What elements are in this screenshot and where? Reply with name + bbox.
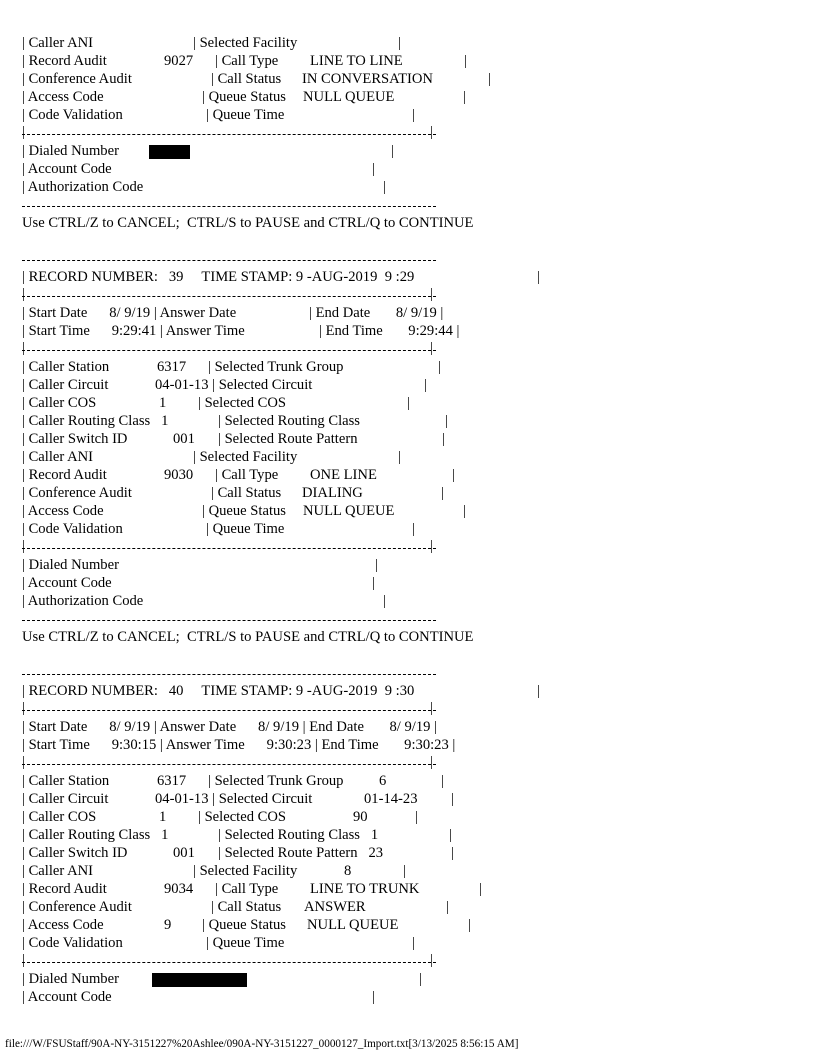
label-caller-routing-class: | Caller Routing Class 1 — [22, 413, 169, 429]
divider — [22, 952, 802, 970]
row-end-pipe: | — [412, 107, 415, 123]
label-code-validation: | Code Validation — [22, 935, 123, 951]
row-caller-station — [22, 358, 802, 376]
row-end-pipe: | — [451, 791, 454, 807]
label-authorization-code: | Authorization Code — [22, 593, 144, 609]
label-selected-cos: | Selected COS — [198, 395, 287, 411]
label-caller-circuit: | Caller Circuit — [22, 377, 109, 393]
label-conference-audit: | Conference Audit — [22, 485, 132, 501]
row-start-date — [22, 304, 802, 322]
label-access-code: | Access Code — [22, 917, 104, 933]
start-date-answer-date: | Start Date 8/ 9/19 | Answer Date — [22, 305, 237, 321]
row-end-pipe: | — [372, 989, 375, 1005]
label-account-code: | Account Code — [22, 989, 112, 1005]
row-caller-routing-class — [22, 826, 802, 844]
divider — [22, 754, 802, 772]
value-selected-circuit: 01-14-23 — [364, 791, 418, 807]
value-queue-status: NULL QUEUE — [307, 917, 399, 933]
label-access-code: | Access Code — [22, 503, 104, 519]
value-caller-circuit: 04-01-13 | Selected Circuit — [155, 791, 313, 807]
record-header-text: | RECORD NUMBER: 40 TIME STAMP: 9 -AUG-2019 9 :30 — [22, 683, 415, 699]
row-end-pipe: | — [441, 485, 444, 501]
row-start-date — [22, 718, 802, 736]
label-dialed-number: | Dialed Number — [22, 143, 119, 159]
label-selected-routing-class: | Selected Routing Class — [218, 413, 360, 429]
row-caller-cos — [22, 394, 802, 412]
row-caller-station — [22, 772, 802, 790]
label-selected-route-pattern: | Selected Route Pattern 23 — [218, 845, 384, 861]
row-dialed-number — [22, 142, 802, 160]
label-caller-cos: | Caller COS — [22, 809, 97, 825]
label-code-validation: | Code Validation — [22, 107, 123, 123]
row-authorization-code — [22, 178, 802, 196]
value-call-type: LINE TO TRUNK — [310, 881, 420, 897]
row-end-pipe: | — [442, 431, 445, 447]
label-caller-cos: | Caller COS — [22, 395, 97, 411]
row-record-audit — [22, 880, 802, 898]
redaction-block — [149, 145, 190, 159]
row-account-code — [22, 988, 802, 1006]
row-dialed-number — [22, 556, 802, 574]
label-call-type: | Call Type — [215, 53, 279, 69]
row-conference-audit — [22, 898, 802, 916]
row-end-pipe: | — [383, 179, 386, 195]
divider — [22, 664, 802, 682]
label-queue-status: | Queue Status — [202, 503, 286, 519]
row-record-audit — [22, 52, 802, 70]
divider-left-pipe: | — [22, 538, 25, 554]
divider-left-pipe: | — [22, 340, 25, 356]
row-end-pipe: | — [412, 935, 415, 951]
value-selected-trunk-group: 6 — [379, 773, 387, 789]
row-end-pipe: | — [391, 143, 394, 159]
row-caller-switch-id — [22, 844, 802, 862]
label-queue-time: | Queue Time — [206, 107, 285, 123]
row-code-validation — [22, 934, 802, 952]
row-end-pipe: | — [464, 53, 467, 69]
row-end-pipe: | — [449, 827, 452, 843]
row-end-pipe: | — [407, 395, 410, 411]
divider — [22, 610, 802, 628]
label-dialed-number: | Dialed Number — [22, 557, 119, 573]
row-caller-routing-class — [22, 412, 802, 430]
divider — [22, 538, 802, 556]
label-caller-ani: | Caller ANI — [22, 449, 94, 465]
label-caller-ani: | Caller ANI — [22, 863, 94, 879]
label-caller-routing-class: | Caller Routing Class 1 — [22, 827, 169, 843]
divider-right-pipe: | — [430, 124, 433, 140]
record-header-text: | RECORD NUMBER: 39 TIME STAMP: 9 -AUG-2019 9 :29 — [22, 269, 415, 285]
label-record-audit: | Record Audit — [22, 881, 107, 897]
date-row-text: | Start Date 8/ 9/19 | Answer Date 8/ 9/19 | End Date 8/ 9/19 | — [22, 719, 437, 735]
divider-right-pipe: | — [430, 286, 433, 302]
row-end-pipe: | — [463, 503, 466, 519]
row-end-pipe: | — [446, 899, 449, 915]
label-code-validation: | Code Validation — [22, 521, 123, 537]
value-caller-switch-id: 001 — [173, 431, 195, 447]
row-end-pipe: | — [375, 557, 378, 573]
row-caller-circuit — [22, 376, 802, 394]
row-conference-audit — [22, 70, 802, 88]
value-caller-switch-id: 001 — [173, 845, 195, 861]
value-record-audit: 9034 — [164, 881, 194, 897]
value-selected-cos: 90 — [353, 809, 368, 825]
divider — [22, 196, 802, 214]
control-notice: Use CTRL/Z to CANCEL; CTRL/S to PAUSE and CTRL/Q to CONTINUE — [22, 215, 474, 231]
row-code-validation — [22, 106, 802, 124]
divider-right-pipe: | — [430, 538, 433, 554]
row-dialed-number — [22, 970, 802, 988]
log-document — [22, 34, 802, 1006]
label-caller-station: | Caller Station — [22, 359, 110, 375]
row-end-pipe: | — [468, 917, 471, 933]
row-end-pipe: | — [452, 467, 455, 483]
divider — [22, 340, 802, 358]
label-call-type: | Call Type — [215, 881, 279, 897]
value-record-audit: 9030 — [164, 467, 194, 483]
value-call-status: DIALING — [302, 485, 363, 501]
row-access-code — [22, 88, 802, 106]
label-caller-ani: | Caller ANI — [22, 35, 94, 51]
row-caller-circuit — [22, 790, 802, 808]
time-row-text: | Start Time 9:30:15 | Answer Time 9:30:23 | End Time 9:30:23 | — [22, 737, 456, 753]
row-code-validation — [22, 520, 802, 538]
label-record-audit: | Record Audit — [22, 467, 107, 483]
row-end-pipe: | — [463, 89, 466, 105]
row-end-pipe: | — [372, 161, 375, 177]
row-caller-ani — [22, 862, 802, 880]
label-selected-cos: | Selected COS — [198, 809, 287, 825]
label-selected-routing-class: | Selected Routing Class 1 — [218, 827, 379, 843]
value-selected-facility: 8 — [344, 863, 352, 879]
row-end-pipe: | — [438, 359, 441, 375]
label-conference-audit: | Conference Audit — [22, 899, 132, 915]
value-call-status: ANSWER — [304, 899, 366, 915]
value-caller-cos: 1 — [159, 809, 167, 825]
divider-right-pipe: | — [430, 754, 433, 770]
label-queue-status: | Queue Status — [202, 917, 286, 933]
label-selected-facility: | Selected Facility — [193, 863, 298, 879]
row-end-pipe: | — [537, 269, 540, 285]
row-record-audit — [22, 466, 802, 484]
end-time: | End Time 9:29:44 | — [319, 323, 460, 339]
label-account-code: | Account Code — [22, 575, 112, 591]
row-authorization-code — [22, 592, 802, 610]
row-start-time — [22, 322, 802, 340]
value-call-status: IN CONVERSATION — [302, 71, 433, 87]
record-39-header — [22, 268, 802, 286]
row-end-pipe: | — [403, 863, 406, 879]
row-access-code — [22, 916, 802, 934]
row-end-pipe: | — [415, 809, 418, 825]
record-40-header — [22, 682, 802, 700]
value-caller-circuit: 04-01-13 | Selected Circuit — [155, 377, 313, 393]
label-access-code: | Access Code — [22, 89, 104, 105]
value-caller-station: 6317 — [157, 359, 187, 375]
value-call-type: ONE LINE — [310, 467, 377, 483]
label-dialed-number: | Dialed Number — [22, 971, 119, 987]
row-caller-ani — [22, 34, 802, 52]
value-queue-status: NULL QUEUE — [303, 503, 395, 519]
label-queue-time: | Queue Time — [206, 521, 285, 537]
row-end-pipe: | — [537, 683, 540, 699]
divider — [22, 250, 802, 268]
divider-left-pipe: | — [22, 286, 25, 302]
row-end-pipe: | — [445, 413, 448, 429]
label-call-status: | Call Status — [211, 485, 282, 501]
value-access-code: 9 — [164, 917, 172, 933]
label-authorization-code: | Authorization Code — [22, 179, 144, 195]
divider-right-pipe: | — [430, 952, 433, 968]
divider-left-pipe: | — [22, 952, 25, 968]
divider-left-pipe: | — [22, 124, 25, 140]
row-start-time — [22, 736, 802, 754]
row-end-pipe: | — [398, 35, 401, 51]
divider — [22, 700, 802, 718]
end-date: | End Date 8/ 9/19 | — [309, 305, 444, 321]
label-caller-circuit: | Caller Circuit — [22, 791, 109, 807]
label-conference-audit: | Conference Audit — [22, 71, 132, 87]
label-account-code: | Account Code — [22, 161, 112, 177]
row-account-code — [22, 574, 802, 592]
row-end-pipe: | — [383, 593, 386, 609]
value-record-audit: 9027 — [164, 53, 194, 69]
divider — [22, 124, 802, 142]
divider — [22, 286, 802, 304]
file-path-footer: file:///W/FSUStaff/90A-NY-3151227%20Ashlee/090A-NY-3151227_0000127_Import.txt[3/13/2025 8:56:15 AM] — [5, 1038, 519, 1050]
divider-right-pipe: | — [430, 700, 433, 716]
row-end-pipe: | — [419, 971, 422, 987]
label-queue-time: | Queue Time — [206, 935, 285, 951]
label-record-audit: | Record Audit — [22, 53, 107, 69]
divider-right-pipe: | — [430, 340, 433, 356]
label-call-type: | Call Type — [215, 467, 279, 483]
row-end-pipe: | — [412, 521, 415, 537]
row-end-pipe: | — [441, 773, 444, 789]
redaction-block — [152, 973, 247, 987]
row-caller-ani — [22, 448, 802, 466]
label-selected-trunk-group: | Selected Trunk Group — [208, 773, 344, 789]
label-queue-status: | Queue Status — [202, 89, 286, 105]
value-call-type: LINE TO LINE — [310, 53, 403, 69]
row-end-pipe: | — [398, 449, 401, 465]
label-selected-facility: | Selected Facility — [193, 449, 298, 465]
label-caller-switch-id: | Caller Switch ID — [22, 845, 128, 861]
row-end-pipe: | — [488, 71, 491, 87]
row-end-pipe: | — [479, 881, 482, 897]
divider-left-pipe: | — [22, 754, 25, 770]
row-account-code — [22, 160, 802, 178]
row-end-pipe: | — [372, 575, 375, 591]
control-notice: Use CTRL/Z to CANCEL; CTRL/S to PAUSE and CTRL/Q to CONTINUE — [22, 629, 474, 645]
label-caller-station: | Caller Station — [22, 773, 110, 789]
label-call-status: | Call Status — [211, 71, 282, 87]
row-caller-switch-id — [22, 430, 802, 448]
value-caller-station: 6317 — [157, 773, 187, 789]
start-time-answer-time: | Start Time 9:29:41 | Answer Time — [22, 323, 245, 339]
label-selected-route-pattern: | Selected Route Pattern — [218, 431, 358, 447]
value-queue-status: NULL QUEUE — [303, 89, 395, 105]
divider-left-pipe: | — [22, 700, 25, 716]
label-caller-switch-id: | Caller Switch ID — [22, 431, 128, 447]
row-conference-audit — [22, 484, 802, 502]
row-access-code — [22, 502, 802, 520]
row-caller-cos — [22, 808, 802, 826]
label-call-status: | Call Status — [211, 899, 282, 915]
row-end-pipe: | — [424, 377, 427, 393]
label-selected-facility: | Selected Facility — [193, 35, 298, 51]
value-caller-cos: 1 — [159, 395, 167, 411]
label-selected-trunk-group: | Selected Trunk Group — [208, 359, 344, 375]
row-end-pipe: | — [451, 845, 454, 861]
